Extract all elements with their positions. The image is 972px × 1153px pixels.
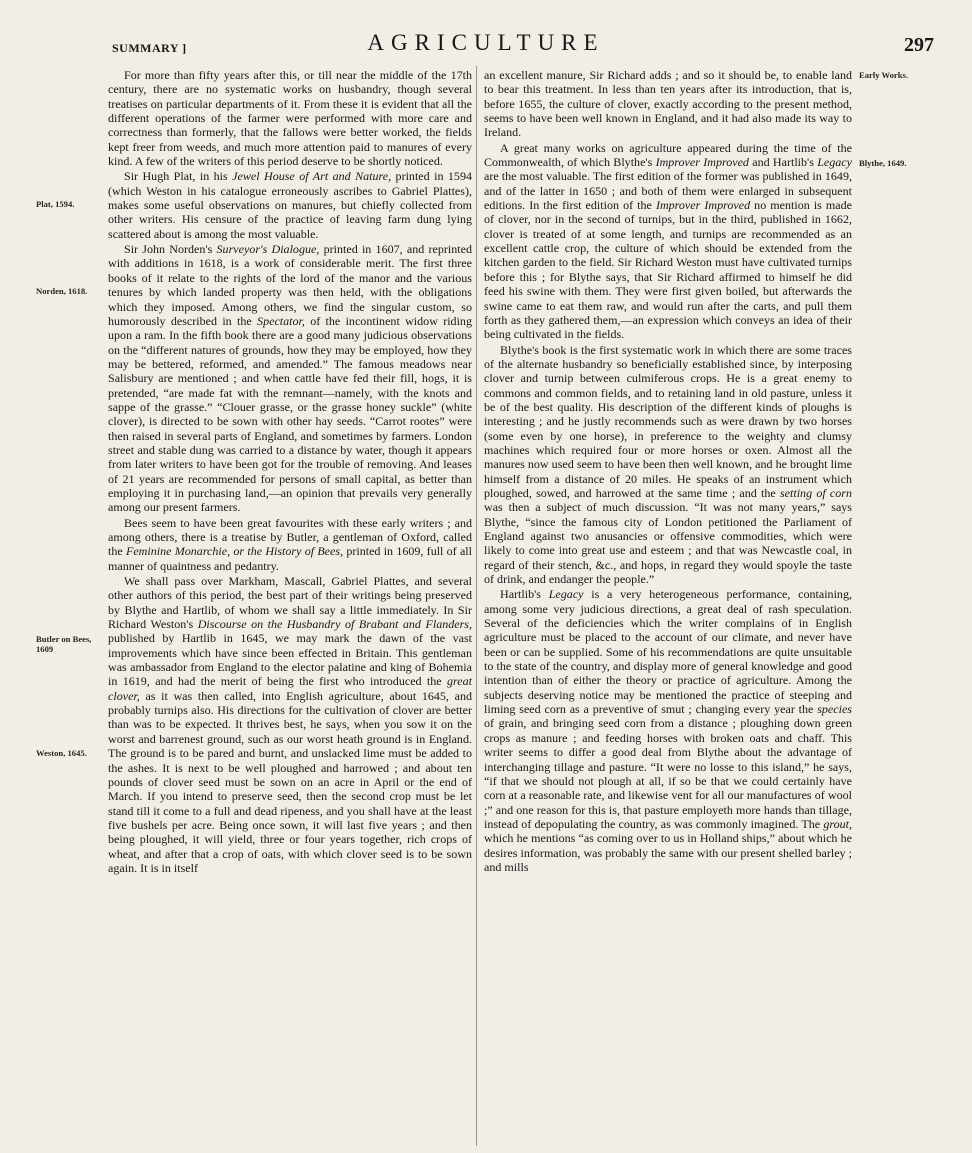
running-head-section: SUMMARY ] xyxy=(112,41,187,55)
paragraph: For more than fifty years after this, or till near the middle of the 17th century, there are no systematic works on husbandry, though several treatises on particular departments of it. From these it is evident that all the different operations of the farmer were performed with more care and correctness than formerly, that the fallows were better worked, the fields kept freer from weeds, and much more attention paid to manures of every kind. A few of the writers of this period deserve to be shortly noticed. xyxy=(108,68,472,169)
column-divider xyxy=(476,66,477,1146)
paragraph: We shall pass over Markham, Mascall, Gabriel Plattes, and several other authors of this period, the best part of their writings being preserved by Blythe and Hartlib, of whom we shall say a little immediately. In Sir Richard Weston's Discourse on the Husbandry of Brabant and Flanders, published by Hartlib in 1645, we may mark the dawn of the vast improvements which have since been effected in Britain. This gentleman was ambassador from England to the elector palatine and king of Bohemia in 1619, and had the merit of being the first who introduced the great clover, as it was then called, into English agriculture, about 1645, and probably turnips also. His directions for the cultivation of clover are better than was to be expected. It thrives best, he says, when you sow it on the worst and barrenest ground, such as our worst heath ground is in England. The ground is to be pared and burnt, and unslacked lime must be added to the ashes. It is next to be well ploughed and harrowed ; and about ten pounds of clover seed must be sown on an acre in April or the end of March. If you intend to preserve seed, then the second crop must be let stand till it come to a full and dead ripeness, and you shall have at the least five bushels per acre. Being once sown, it will last five years ; and then being ploughed, it will yield, three or four years together, rich crops of wheat, and after that a crop of oats, with which clover seed is to be sown again. It is in itself xyxy=(108,574,472,875)
paragraph: Sir Hugh Plat, in his Jewel House of Art and Nature, printed in 1594 (which Weston in his catalogue erroneously ascribes to Gabriel Plattes), makes some useful observations on manures, but chiefly collected from other writers. His censure of the practice of leaving farm dung lying scattered about is among the most valuable. xyxy=(108,169,472,241)
page-number: 297 xyxy=(904,34,934,56)
book-title: Jewel House of Art and Nature, xyxy=(232,169,392,184)
paragraph: Blythe's book is the first systematic work in which there are some traces of the alternate husbandry so beneficially established since, by interposing clover and turnip between culmiferous crops. He is a great enemy to commons and common fields, and to retaining land in old pasture, unless it be of the best quality. His description of the different kinds of ploughs is interesting ; and he justly recommends such as were drawn by two horses (some even by one horse), in preference to the weighty and clumsy machines which required four or more horses or oxen. Almost all the manures now used seem to have been then well known, and he brought lime himself from a distance of 20 miles. He speaks of an instrument which ploughed, sowed, and harrowed at the same time ; and the setting of corn was then a subject of much discussion. “It was not many years,” says Blythe, “since the famous city of London petitioned the Parliament of England against two anusancies or offensive commodities, which were likely to come into great use and esteem ; and that was Newcastle coal, in regard of their stench, &c., and hops, in regard they would spoyle the taste of drink, and endanger the people.” xyxy=(484,342,852,587)
book-title: Surveyor's Dialogue, xyxy=(216,242,320,257)
term: great clover, xyxy=(108,674,472,703)
term: grout, xyxy=(823,816,852,831)
paragraph: Bees seem to have been great favourites with these early writers ; and among others, there is a treatise by Butler, a gentleman of Oxford, called the Feminine Monarchie, or the History of Bees, printed in 1609, full of all manner of quaintness and pedantry. xyxy=(108,515,472,573)
paragraph: A great many works on agriculture appeared during the time of the Commonwealth, of which Blythe's Improver Improved and Hartlib's Legacy are the most valuable. The first edition of the former was published in 1649, and of the latter in 1650 ; and both of them were enlarged in subsequent editions. In the first edition of the Improver Improved no mention is made of clover, nor in the second of turnips, but in the third, published in 1662, clover is treated of at some length, and turnips are recommended as an excellent cattle crop, the culture of which should be extended from the kitchen garden to the field. Sir Richard Weston must have cultivated turnips before this ; for Blythe says, that Sir Richard affirmed to himself he did feed his swine with them. They were first given boiled, but afterwards the swine came to eat them raw, and would run after the carts, and pull them forth as they gathered them,—an expression which conveys an idea of their being cultivated in the fields. xyxy=(484,140,852,342)
margin-note-norden: Norden, 1618. xyxy=(36,286,88,296)
running-head-title: AGRICULTURE xyxy=(367,30,605,55)
margin-note-butler: Butler on Bees, 1609 xyxy=(36,634,92,654)
book-title: Improver Improved xyxy=(655,155,749,170)
book-title: Discourse on the Husbandry of Brabant and Flanders, xyxy=(197,617,472,632)
left-column xyxy=(108,68,472,875)
paragraph: Sir John Norden's Surveyor's Dialogue, printed in 1607, and reprinted with additions in 1618, is a work of considerable merit. The first three books of it relate to the rights of the lord of the manor and the various tenures by which landed property was then held, with the obligations which they imposed. Among others, we find the singular custom, so humorously described in the Spectator, of the incontinent widow riding upon a ram. In the fifth book there are a good many judicious observations on the “different natures of grounds, how they may be employed, how they may be bettered, reformed, and amended.” The famous meadows near Salisbury are mentioned ; and when cattle have fed their fill, hogs, it is pretended, “are made fat with the remnant—namely, with the knots and sappe of the grasse.” “Clouer grasse, or the grasse honey suckle” (white clover), is directed to be sown with other hay seeds. “Carrot rootes” were then raised in several parts of England, and sometimes by farmers. London street and stable dung was carried to a distance by water, though it appears from later writers to have been got for the trouble of removing. And leases of 21 years are recommended for persons of small capital, as better than employing it in purchasing land,—an opinion that prevails very generally among our present farmers. xyxy=(108,242,472,515)
periodical-title: Spectator, xyxy=(257,313,305,328)
paragraph: Hartlib's Legacy is a very heterogeneous performance, containing, among some very judicious directions, a great deal of rash speculation. Several of the deficiencies which the writer complains of in English agriculture must be placed to the account of our climate, and never have been or can be supplied. Some of his recommendations are quite unsuitable to the state of the country, and display more of general knowledge and good intention than of either the theory or practice of agriculture. Among the subjects deserving notice may be mentioned the practice of steeping and liming seed corn as a preventive of smut ; changing every year the species of grain, and bringing seed corn from a distance ; ploughing down green crops as manure ; and feeding horses with broken oats and chaff. This writer seems to differ a good deal from Blythe about the advantage of interchanging tillage and pasture. “It were no losse to this island,” he says, “if that we should not plough at all, if so be that we could certainly have corn at a reasonable rate, and likewise vent for all our manufactures of wool ;” and one reason for this is, that pasture employeth more hands than tillage, instead of depopulating the country, as was commonly imagined. The grout, which he mentions “as coming over to us in Holland ships,” about which he desires information, was probably the same with our present shelled barley ; and mills xyxy=(484,587,852,874)
paragraph: an excellent manure, Sir Richard adds ; and so it should be, to enable land to bear this treatment. In less than ten years after its introduction, that is, before 1655, the culture of clover, exactly according to the present method, seems to have been well known in England, and it had also made its way to Ireland. xyxy=(484,68,852,140)
term: setting of corn xyxy=(779,485,852,500)
right-column xyxy=(484,68,852,874)
book-title: Feminine Monarchie, or the History of Bees, xyxy=(125,544,344,559)
margin-note-plat: Plat, 1594. xyxy=(36,199,75,209)
margin-note-blythe: Blythe, 1649. xyxy=(859,158,907,168)
term: species xyxy=(817,702,852,717)
margin-note-weston: Weston, 1645. xyxy=(36,748,87,758)
margin-note-early-works: Early Works. xyxy=(859,70,909,80)
book-title: Improver Improved xyxy=(655,198,751,213)
book-title: Legacy xyxy=(548,587,584,602)
book-title: Legacy xyxy=(817,155,852,170)
